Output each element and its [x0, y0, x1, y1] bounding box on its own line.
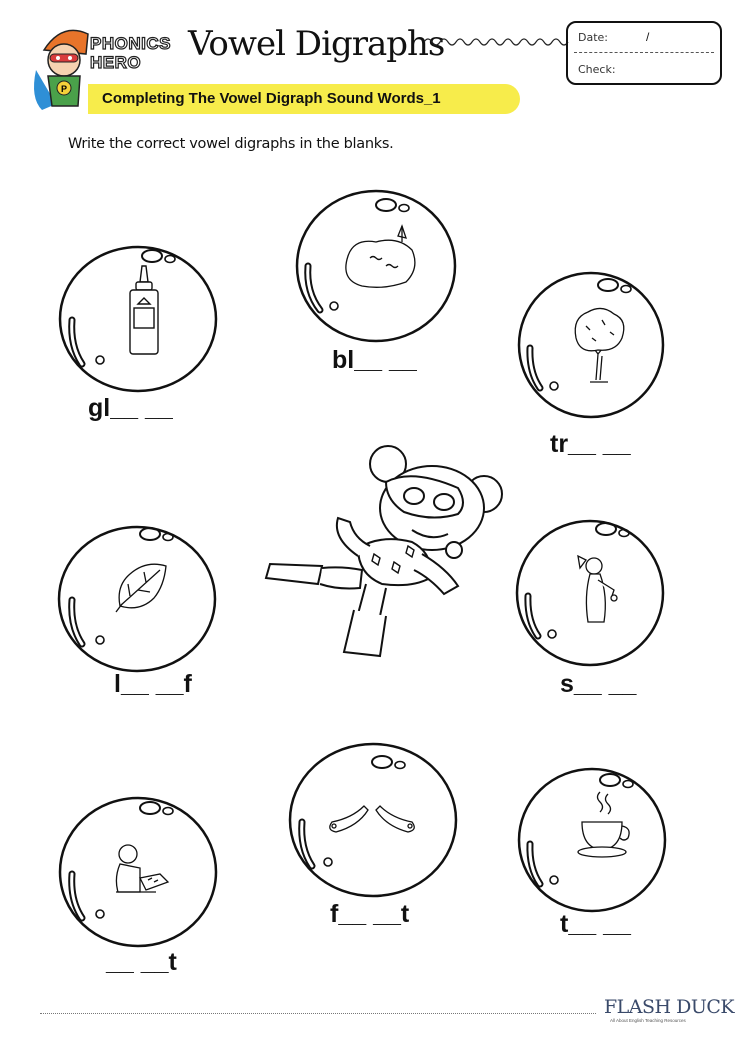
word-blank-feet: f__ __t — [330, 900, 410, 928]
svg-text:HERO: HERO — [90, 53, 142, 72]
superhero-bear-icon — [262, 438, 514, 662]
bubble-eat — [56, 794, 220, 950]
check-label: Check: — [578, 63, 616, 76]
word-blank-glue: gl__ __ — [88, 394, 173, 422]
word-blank-see: s__ __ — [560, 670, 637, 698]
wave-decoration — [424, 34, 572, 50]
bubble-ocean — [294, 186, 458, 344]
flash-duck-tagline: All About English Teaching Resources — [610, 1018, 686, 1023]
word-blank-leaf: l__ __f — [114, 670, 192, 698]
svg-text:PHONICS: PHONICS — [90, 34, 171, 53]
svg-text:P: P — [61, 84, 68, 94]
bubble-tea — [516, 764, 668, 914]
phonics-hero-brand-logo — [90, 30, 190, 74]
word-blank-ocean: bl__ __ — [332, 346, 417, 374]
bubble-leaf — [56, 522, 218, 674]
word-blank-tree: tr__ __ — [550, 430, 631, 458]
bubble-tree — [516, 268, 666, 420]
word-blank-tea: t__ __ — [560, 910, 631, 938]
flash-duck-logo: FLASH DUCK — [604, 996, 735, 1018]
instruction-text: Write the correct vowel digraphs in the blanks. — [68, 136, 394, 152]
word-blank-eat: __ __t — [106, 948, 177, 976]
worksheet-subtitle: Completing The Vowel Digraph Sound Words_1 — [102, 90, 441, 107]
date-slash: / — [646, 30, 650, 44]
date-separator — [574, 52, 714, 53]
page-title: Vowel Digraphs — [188, 24, 445, 64]
bubble-see — [514, 516, 666, 668]
date-check-box — [566, 21, 722, 85]
footer-divider — [40, 1013, 596, 1014]
date-label: Date: — [578, 31, 608, 44]
bubble-feet — [286, 740, 460, 900]
bubble-glue — [56, 242, 220, 394]
